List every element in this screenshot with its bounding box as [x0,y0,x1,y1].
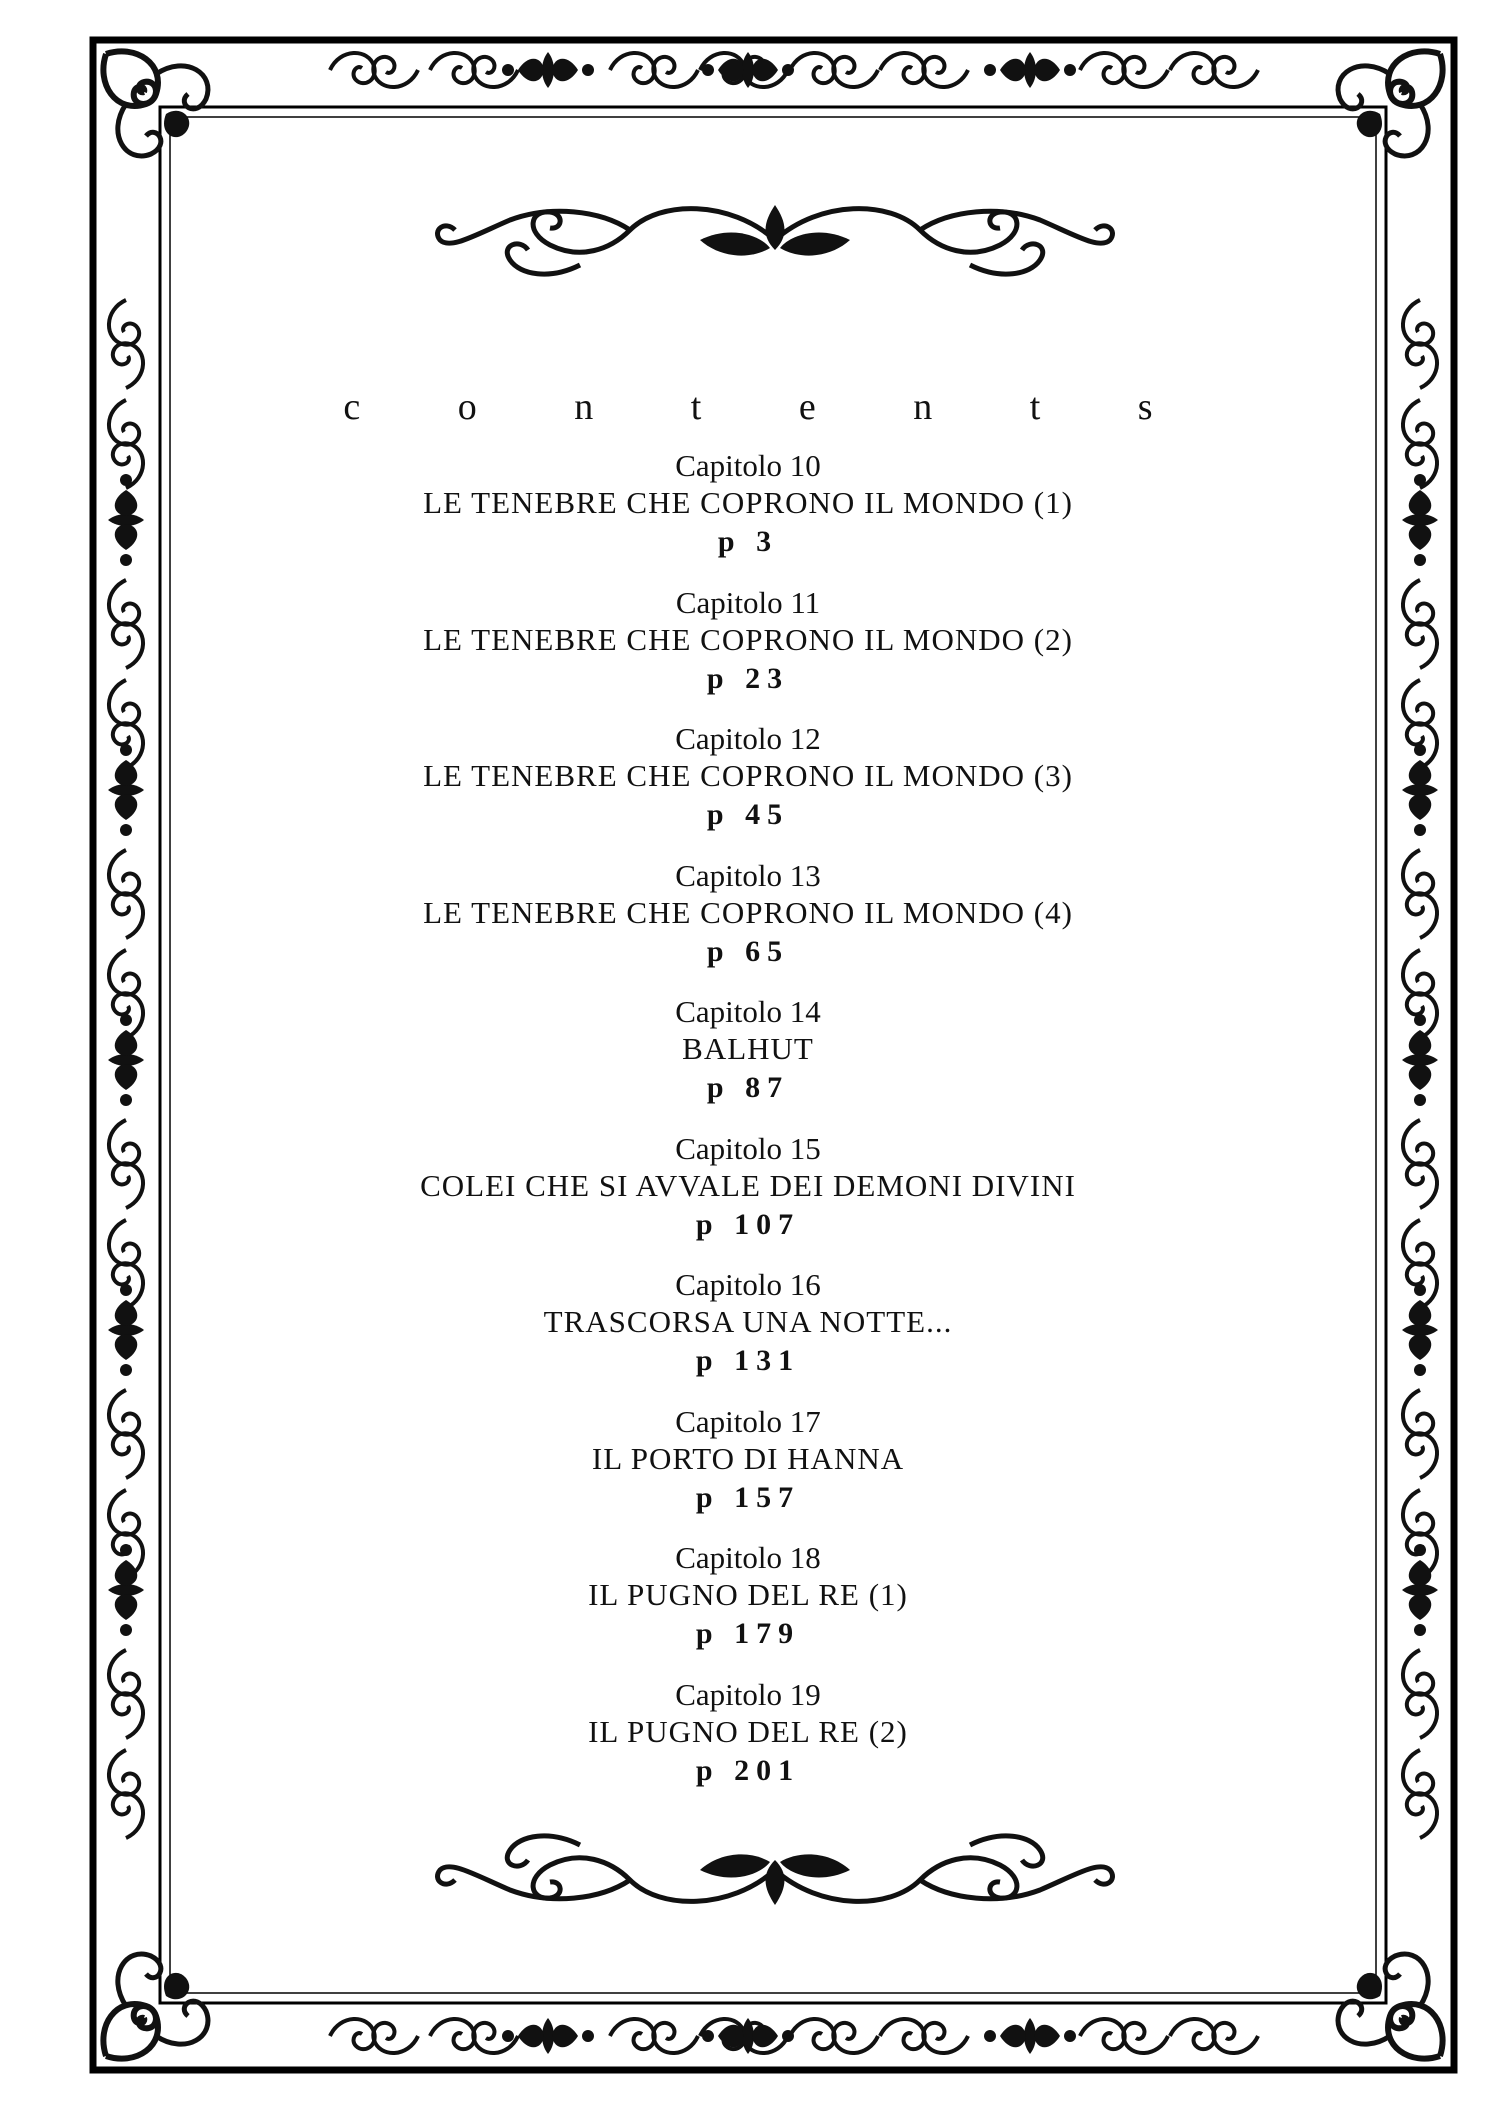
toc-entry [0,585,1496,722]
chapter-title: BALHUT [682,1031,814,1066]
chapter-title: LE TENEBRE CHE COPRONO IL MONDO (4) [423,894,1073,930]
chapter-number: Capitolo 11 [675,584,821,620]
toc-entry [0,1131,1496,1268]
chapter-title: IL PUGNO DEL RE (2) [588,1713,908,1749]
chapter-number: Capitolo 19 [675,1676,821,1712]
chapter-title: IL PUGNO DEL RE (1) [588,1577,908,1612]
toc-entry [0,1404,1496,1541]
page-number: p 179 [695,1617,801,1650]
page-number: p 131 [695,1344,801,1377]
page-number: p 107 [695,1207,801,1241]
chapter-title: LE TENEBRE CHE COPRONO IL MONDO (3) [423,758,1073,793]
chapter-title: LE TENEBRE CHE COPRONO IL MONDO (1) [423,485,1073,520]
toc-entry [0,448,1496,585]
contents-heading: c o n t e n t s [343,386,1197,429]
page-number: p 65 [706,934,790,968]
chapter-title: COLEI CHE SI AVVALE DEI DEMONI DIVINI [420,1167,1076,1203]
chapter-title: LE TENEBRE CHE COPRONO IL MONDO (2) [423,621,1073,657]
page-number: p 45 [706,798,790,831]
bottom-ornament [430,1820,1120,1920]
page-number: p 87 [706,1071,790,1104]
chapter-number: Capitolo 17 [675,1403,821,1439]
chapter-title: IL PORTO DI HANNA [591,1440,905,1476]
top-ornament [430,190,1120,290]
chapter-number: Capitolo 12 [675,721,821,756]
chapter-number: Capitolo 16 [675,1267,821,1302]
toc-entry [0,994,1496,1131]
table-of-contents [0,448,1496,1813]
page-number: p 201 [695,1753,801,1787]
page-number: p 23 [706,661,790,695]
chapter-number: Capitolo 15 [675,1130,821,1166]
toc-entry [0,858,1496,995]
toc-entry [0,721,1496,858]
toc-entry [0,1677,1496,1814]
chapter-title: TRASCORSA UNA NOTTE... [543,1304,953,1339]
chapter-number: Capitolo 10 [675,448,821,483]
chapter-number: Capitolo 18 [675,1540,821,1575]
chapter-number: Capitolo 13 [675,857,821,893]
chapter-number: Capitolo 14 [675,994,821,1029]
page-number: p 3 [717,525,779,558]
toc-entry [0,1540,1496,1677]
toc-entry [0,1267,1496,1404]
page-number: p 157 [695,1480,801,1514]
